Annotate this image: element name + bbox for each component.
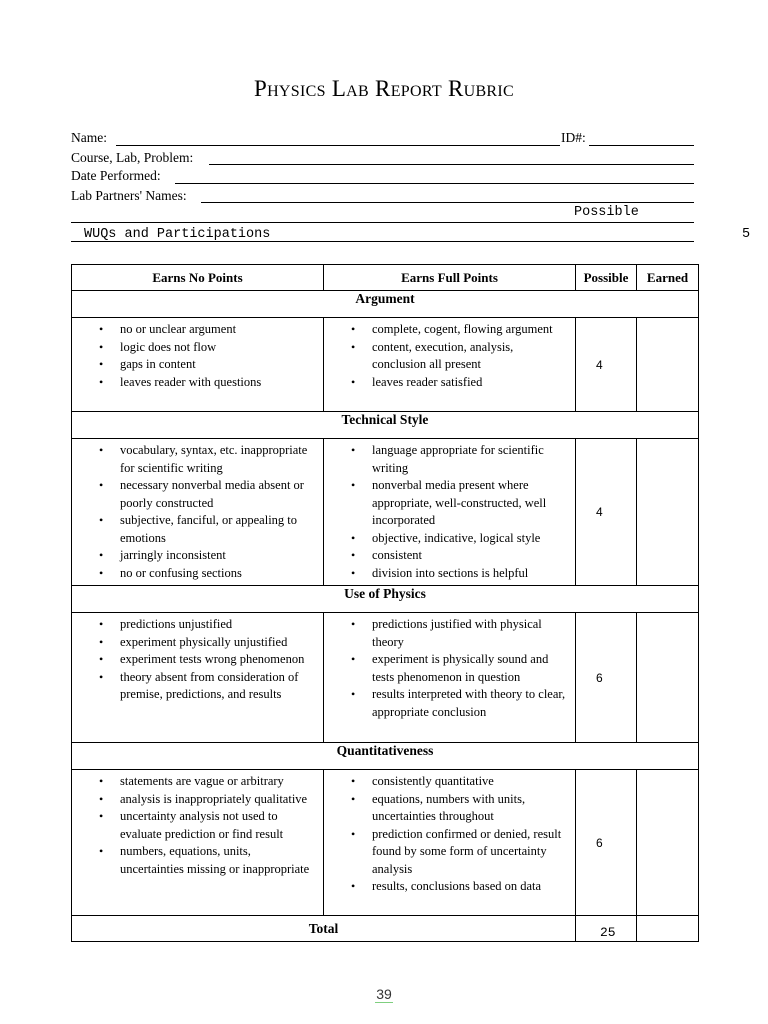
list-item: • leaves reader satisfied xyxy=(326,374,569,392)
id-field[interactable] xyxy=(589,145,694,146)
earned-points-field[interactable] xyxy=(637,613,699,743)
total-row xyxy=(72,916,699,942)
page-title: Physics Lab Report Rubric xyxy=(253,76,514,101)
section-title: Quantitativeness xyxy=(72,743,699,770)
list-item: • statements are vague or arbitrary xyxy=(74,773,317,791)
possible-label: Possible xyxy=(574,205,639,220)
section-use-of-physics xyxy=(72,586,699,613)
section-argument xyxy=(72,291,699,318)
course-label: Course, Lab, Problem: xyxy=(71,150,194,165)
possible-points: 6 xyxy=(576,613,637,743)
wuq-label: WUQs and Participations xyxy=(84,227,271,242)
list-item: • equations, numbers with units, uncertainties throughout xyxy=(326,791,569,826)
list-item: • numbers, equations, units, uncertainties missing or inappropriate xyxy=(74,843,317,878)
no-points-cell xyxy=(72,318,324,412)
list-item: • experiment is physically sound and tests phenomenon in question xyxy=(326,651,569,686)
earned-points-field[interactable] xyxy=(637,770,699,916)
possible-points: 4 xyxy=(576,439,637,586)
list-item: • consistently quantitative xyxy=(326,773,569,791)
earned-points-field[interactable] xyxy=(637,318,699,412)
section-title: Technical Style xyxy=(72,412,699,439)
section-quantitativeness xyxy=(72,743,699,770)
section-title: Argument xyxy=(72,291,699,318)
full-points-cell xyxy=(324,318,576,412)
list-item: • predictions unjustified xyxy=(74,616,317,634)
list-item: • division into sections is helpful xyxy=(326,565,569,583)
list-item: • no or confusing sections xyxy=(74,565,317,583)
no-points-cell xyxy=(72,770,324,916)
page-number xyxy=(0,986,768,1002)
list-item: • no or unclear argument xyxy=(74,321,317,339)
list-item: • objective, indicative, logical style xyxy=(326,530,569,548)
header-no-points: Earns No Points xyxy=(72,265,324,291)
full-points-cell xyxy=(324,770,576,916)
possible-points: 6 xyxy=(576,770,637,916)
list-item: • nonverbal media present where appropriate, well-constructed, well incorporated xyxy=(326,477,569,530)
course-field[interactable] xyxy=(209,164,694,165)
list-item: • theory absent from consideration of premise, predictions, and results xyxy=(74,669,317,704)
total-possible: 25 xyxy=(576,916,637,942)
wuq-line xyxy=(71,241,694,242)
list-item: • complete, cogent, flowing argument xyxy=(326,321,569,339)
list-item: • language appropriate for scientific writing xyxy=(326,442,569,477)
section-technical-style xyxy=(72,412,699,439)
page-number-text: 39 xyxy=(376,986,392,1002)
separator-line xyxy=(71,222,694,223)
possible-points: 4 xyxy=(576,318,637,412)
total-label: Total xyxy=(72,916,576,942)
rubric-table xyxy=(71,264,699,942)
partners-label: Lab Partners' Names: xyxy=(71,188,187,203)
list-item: • vocabulary, syntax, etc. inappropriate for scientific writing xyxy=(74,442,317,477)
list-item: • predictions justified with physical theory xyxy=(326,616,569,651)
list-item: • results, conclusions based on data xyxy=(326,878,569,896)
header-full-points: Earns Full Points xyxy=(324,265,576,291)
header-row xyxy=(72,265,699,291)
criteria-row xyxy=(72,770,699,916)
full-points-cell xyxy=(324,613,576,743)
list-item: • logic does not flow xyxy=(74,339,317,357)
list-item: • results interpreted with theory to clear, appropriate conclusion xyxy=(326,686,569,721)
list-item: • uncertainty analysis not used to evaluate prediction or find result xyxy=(74,808,317,843)
earned-points-field[interactable] xyxy=(637,439,699,586)
wuq-points: 5 xyxy=(742,227,751,242)
list-item: • subjective, fanciful, or appealing to emotions xyxy=(74,512,317,547)
list-item: • jarringly inconsistent xyxy=(74,547,317,565)
list-item: • content, execution, analysis, conclusion all present xyxy=(326,339,569,374)
name-label: Name: xyxy=(71,130,107,145)
date-field[interactable] xyxy=(175,183,694,184)
criteria-row xyxy=(72,439,699,586)
name-field[interactable] xyxy=(116,145,560,146)
full-points-cell xyxy=(324,439,576,586)
date-label: Date Performed: xyxy=(71,168,161,183)
id-label: ID#: xyxy=(561,130,586,145)
partners-field[interactable] xyxy=(201,202,694,203)
list-item: • prediction confirmed or denied, result found by some form of uncertainty analysis xyxy=(326,826,569,879)
list-item: • experiment tests wrong phenomenon xyxy=(74,651,317,669)
header-earned: Earned xyxy=(637,265,699,291)
no-points-cell xyxy=(72,613,324,743)
list-item: • necessary nonverbal media absent or poorly constructed xyxy=(74,477,317,512)
no-points-cell xyxy=(72,439,324,586)
criteria-row xyxy=(72,318,699,412)
list-item: • leaves reader with questions xyxy=(74,374,317,392)
section-title: Use of Physics xyxy=(72,586,699,613)
list-item: • experiment physically unjustified xyxy=(74,634,317,652)
criteria-row xyxy=(72,613,699,743)
header-possible: Possible xyxy=(576,265,637,291)
list-item: • consistent xyxy=(326,547,569,565)
total-earned-field[interactable] xyxy=(637,916,699,942)
list-item: • analysis is inappropriately qualitative xyxy=(74,791,317,809)
list-item: • gaps in content xyxy=(74,356,317,374)
